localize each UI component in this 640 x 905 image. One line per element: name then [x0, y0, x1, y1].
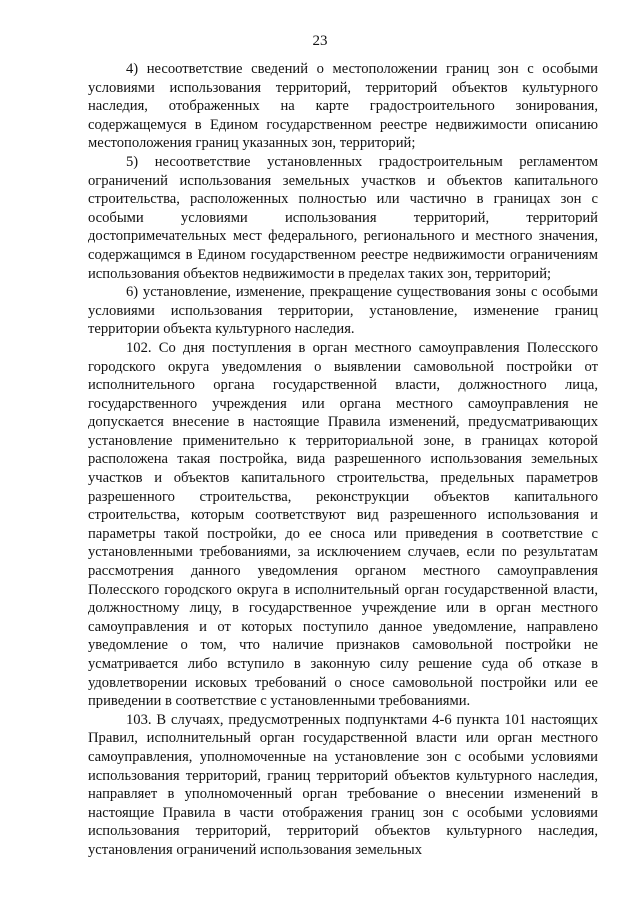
paragraph-item-6: 6) установление, изменение, прекращение существования зоны с особыми условиями использования территории, установление, изменение границ территории объекта культурного наследия. [88, 284, 598, 338]
page-number: 23 [312, 33, 328, 49]
paragraph-clause-103: 103. В случаях, предусмотренных подпунктами 4-6 пункта 101 настоящих Правил, исполнительный орган государственной власти или орган местного самоуправления, уполномоченные на установление зон с особыми условиями использования территорий, границ территорий объектов культурного наследия, направляет в уполномоченный орган требование о внесении изменений в настоящие Правила в части отображения границ зон с особыми условиями использования территорий, территорий объектов культурного наследия, установления ограничений использования земельных [88, 711, 598, 858]
document-body [88, 60, 598, 860]
paragraph-item-4: 4) несоответствие сведений о местоположении границ зон с особыми условиями использования территорий, территорий объектов культурного наследия, отображенных на карте градостроительного зонирования, содержащемуся в Едином государственном реестре недвижимости описанию местоположения границ указанных зон, территорий; [88, 61, 598, 152]
paragraph-clause-102: 102. Со дня поступления в орган местного самоуправления Полесского городского округа уведомления о выявлении самовольной постройки от исполнительного органа государственной власти, должностного лица, государственного учреждения или органа местного самоуправления не допускается внесение в настоящие Правила изменений, предусматривающих установление применительно к территориальной зоне, в границах которой расположена такая постройка, вида разрешенного использования земельных участков и объектов капитального строительства, предельных параметров разрешенного строительства, реконструкции объектов капитального строительства, которым соответствуют вид разрешенного использования и параметры такой постройки, до ее сноса или приведения в соответствие с установленными требованиями, за исключением случаев, если по результатам рассмотрения данного уведомления органом местного самоуправления Полесского городского округа в исполнительный орган государственной власти, должностному лицу, в государственное учреждение или в орган местного самоуправления и от которых поступило данное уведомление, направлено уведомление о том, что наличие признаков самовольной постройки не усматривается либо вступило в законную силу решение суда об отказе в удовлетворении исковых требований о сносе самовольной постройки или ее приведении в соответствие с установленными требованиями. [88, 339, 598, 710]
paragraph-item-5: 5) несоответствие установленных градостроительным регламентом ограничений использования земельных участков и объектов капитального строительства, расположенных полностью или частично в границах зон с особыми условиями использования территорий, территорий достопримечательных мест федерального, регионального и местного значения, содержащимся в Едином государственном реестре недвижимости ограничениям использования объектов недвижимости в пределах таких зон, территорий; [88, 153, 598, 282]
